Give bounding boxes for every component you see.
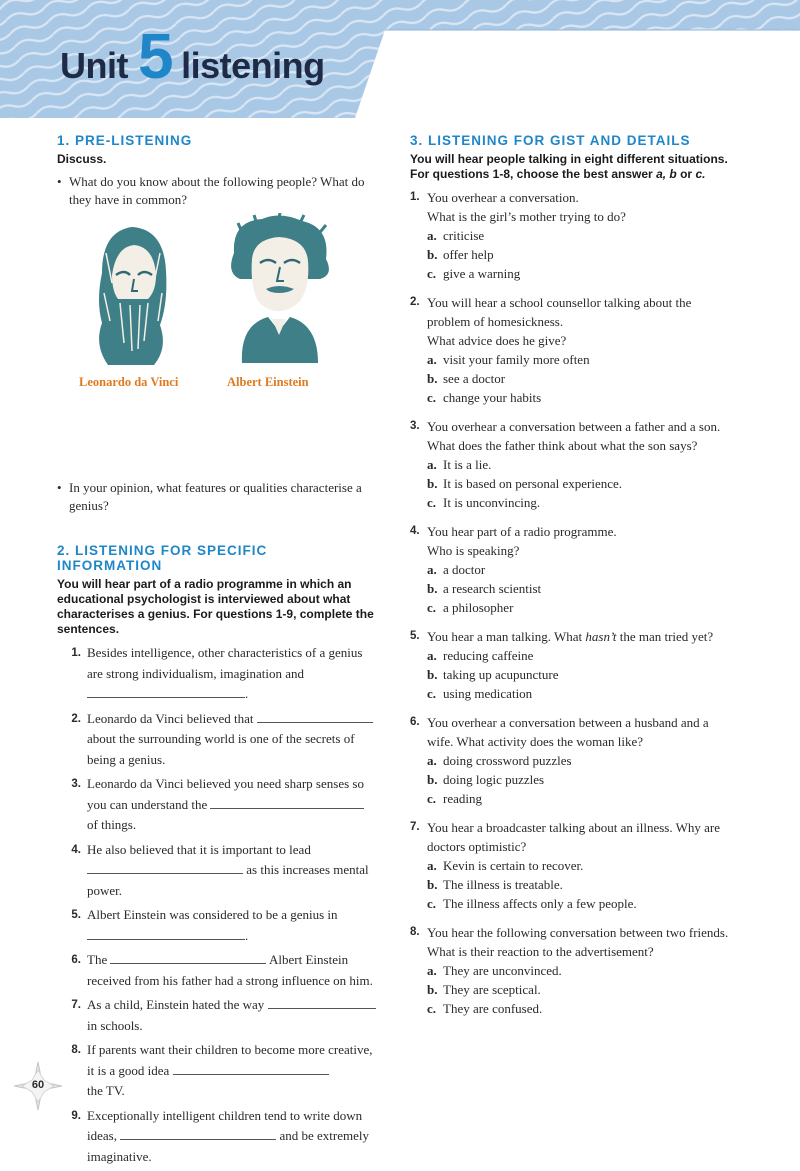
option-a[interactable]: a. a doctor [427,562,486,577]
multiple-choice-list [410,188,735,1018]
section-3-instruction: You will hear people talking in eight different situations. For questions 1-8, choose the best answer a, b or c. [410,152,728,181]
answer-blank[interactable] [257,710,373,723]
item-text: Besides intelligence, other characteristics of a genius are strong individualism, imagination and [87,645,363,681]
bullet-icon: • [57,174,62,189]
item-prompt: You will hear a school counsellor talking about the problem of homesickness. [427,295,692,329]
item-number: 5. [71,909,81,921]
unit-word: Unit [60,45,128,86]
option-c[interactable]: c. The illness affects only a few people. [427,896,637,911]
section-1-heading: 1. PRE-LISTENING [57,133,193,148]
item-question: Who is speaking? [427,543,520,558]
item-number: 8. [410,926,420,938]
list-item [57,840,377,902]
item-question: What advice does he give? [427,333,567,348]
item-number: 4. [410,525,420,537]
option-b[interactable]: b. They are sceptical. [427,982,541,997]
list-item [410,923,735,1018]
item-text-end: . [245,686,249,701]
list-item [410,522,735,617]
option-c[interactable]: c. a philosopher [427,600,514,615]
item-prompt: You overhear a conversation between a husband and a wife. What activity does the woman like? [427,715,709,749]
item-text: Exceptionally intelligent children tend to write down ideas, [87,1107,363,1143]
item-prompt: You overhear a conversation between a father and a son. [427,419,721,434]
right-column [410,133,735,1028]
item-question: What is the girl’s mother trying to do? [427,209,626,224]
option-c[interactable]: c. It is unconvincing. [427,495,541,510]
unit-subject: listening [181,45,325,86]
answer-blank[interactable] [268,996,376,1009]
bullet-icon: • [57,480,62,495]
einstein-portrait-image [222,213,337,363]
item-number: 8. [71,1044,81,1056]
caption-leonardo: Leonardo da Vinci [79,375,179,389]
unit-header [0,0,800,118]
option-b[interactable]: b. a research scientist [427,581,542,596]
list-item [57,774,377,836]
unit-number: 5 [137,20,174,92]
option-c[interactable]: c. They are confused. [427,1001,543,1016]
section-1-bullet-1 [57,173,377,209]
option-b[interactable]: b. doing logic puzzles [427,772,545,787]
item-number: 2. [71,712,81,725]
item-text: Albert Einstein was considered to be a genius in [87,907,338,922]
option-c[interactable]: c. give a warning [427,266,521,281]
section-1-bullet-2 [57,479,377,515]
sentence-completion-list [57,643,377,1167]
option-a[interactable]: a. criticise [427,228,485,243]
item-text: He also believed that it is important to lead [87,841,311,857]
answer-blank[interactable] [110,951,266,964]
option-c[interactable]: c. using medication [427,686,533,701]
answer-blank[interactable] [120,1127,276,1140]
list-item [410,188,735,283]
item-text: Leonardo da Vinci believed you need sharp senses so you can understand the [87,776,364,812]
item-number: 7. [410,821,420,833]
option-b[interactable]: b. taking up acupuncture [427,667,559,682]
section-2-instruction: You will hear part of a radio programme in which an educational psychologist is interviewed about what characterises a genius. For questions 1-9, complete the sentences. [57,577,374,636]
item-number: 6. [71,954,81,966]
unit-title [60,20,325,92]
option-c[interactable]: c. reading [427,791,482,806]
option-a[interactable]: a. doing crossword puzzles [427,753,572,768]
option-b[interactable]: b. offer help [427,247,494,262]
list-item [57,1040,377,1102]
item-text-end: and be extremely imaginative. [87,1128,369,1164]
item-text-end: Albert Einstein received from his father had a strong influence on him. [87,952,373,988]
item-number: 7. [71,999,81,1011]
item-number: 4. [71,843,81,856]
page-number [14,1062,62,1110]
item-text: The [87,952,108,967]
option-a[interactable]: a. They are unconvinced. [427,963,562,978]
item-prompt: You overhear a conversation. [427,190,579,205]
item-number: 2. [410,296,420,308]
caption-einstein: Albert Einstein [227,375,309,389]
bullet-text: In your opinion, what features or qualities characterise a genius? [69,480,362,513]
item-question: What does the father think about what the son says? [427,438,698,453]
bullet-text: What do you know about the following people? What do they have in common? [69,174,365,207]
item-text-end: of things. [87,817,137,832]
portraits [57,213,377,391]
item-text: Leonardo da Vinci believed that [87,710,254,726]
list-item [410,818,735,913]
list-item [57,709,377,771]
option-b[interactable]: b. see a doctor [427,371,506,386]
section-3-heading: 3. LISTENING FOR GIST AND DETAILS [410,133,691,148]
list-item [410,417,735,512]
item-prompt: You hear a broadcaster talking about an illness. Why are doctors optimistic? [427,820,721,854]
list-item [57,1106,377,1168]
page-number-text: 60 [31,1079,45,1091]
option-a[interactable]: a. It is a lie. [427,457,492,472]
answer-blank[interactable] [210,796,364,809]
answer-blank[interactable] [173,1062,329,1075]
item-text: As a child, Einstein hated the way [87,997,265,1012]
item-number: 6. [410,716,420,728]
left-column [57,133,377,1171]
item-number: 1. [410,191,420,203]
list-item [57,643,377,705]
option-a[interactable]: a. visit your family more often [427,352,590,367]
item-number: 1. [71,647,81,659]
item-number: 3. [410,420,420,432]
answer-blank[interactable] [87,685,245,698]
item-text-end: about the surrounding world is one of the secrets of being a genius. [87,731,355,767]
answer-blank[interactable] [87,927,245,940]
list-item [57,995,377,1036]
list-item [57,905,377,946]
list-item: 5. You hear a man talking. What hasn’t the man tried yet? a. reducing caffeine b. taking up acupuncture c. using medication [410,627,735,703]
item-text: If parents want their children to become more creative, it is a good idea [87,1042,373,1078]
option-b[interactable]: b. It is based on personal experience. [427,476,623,491]
item-text-end: the TV. [87,1083,125,1098]
item-prompt: You hear part of a radio programme. [427,524,617,539]
section-2-heading: 2. LISTENING FOR SPECIFIC INFORMATION [57,543,268,573]
answer-blank[interactable] [87,861,243,874]
item-text-end: as this increases mental power. [87,862,369,898]
leonardo-portrait-image [72,213,192,368]
option-c[interactable]: c. change your habits [427,390,542,405]
item-number: 9. [71,1109,81,1122]
option-b[interactable]: b. The illness is treatable. [427,877,563,892]
list-item [410,293,735,407]
item-prompt: You hear a man talking. What [427,629,583,644]
item-prompt: You hear the following conversation between two friends. What is their reaction to the advertisement? [427,925,729,959]
option-a[interactable]: a. Kevin is certain to recover. [427,858,584,873]
section-1-instruction: Discuss. [57,152,107,166]
item-number: 3. [71,778,81,790]
item-text-end: . [245,927,249,943]
list-item [410,713,735,808]
item-text-end: in schools. [87,1017,143,1033]
list-item [57,950,377,991]
option-a[interactable]: a. reducing caffeine [427,648,534,663]
item-number: 5. [410,630,420,642]
